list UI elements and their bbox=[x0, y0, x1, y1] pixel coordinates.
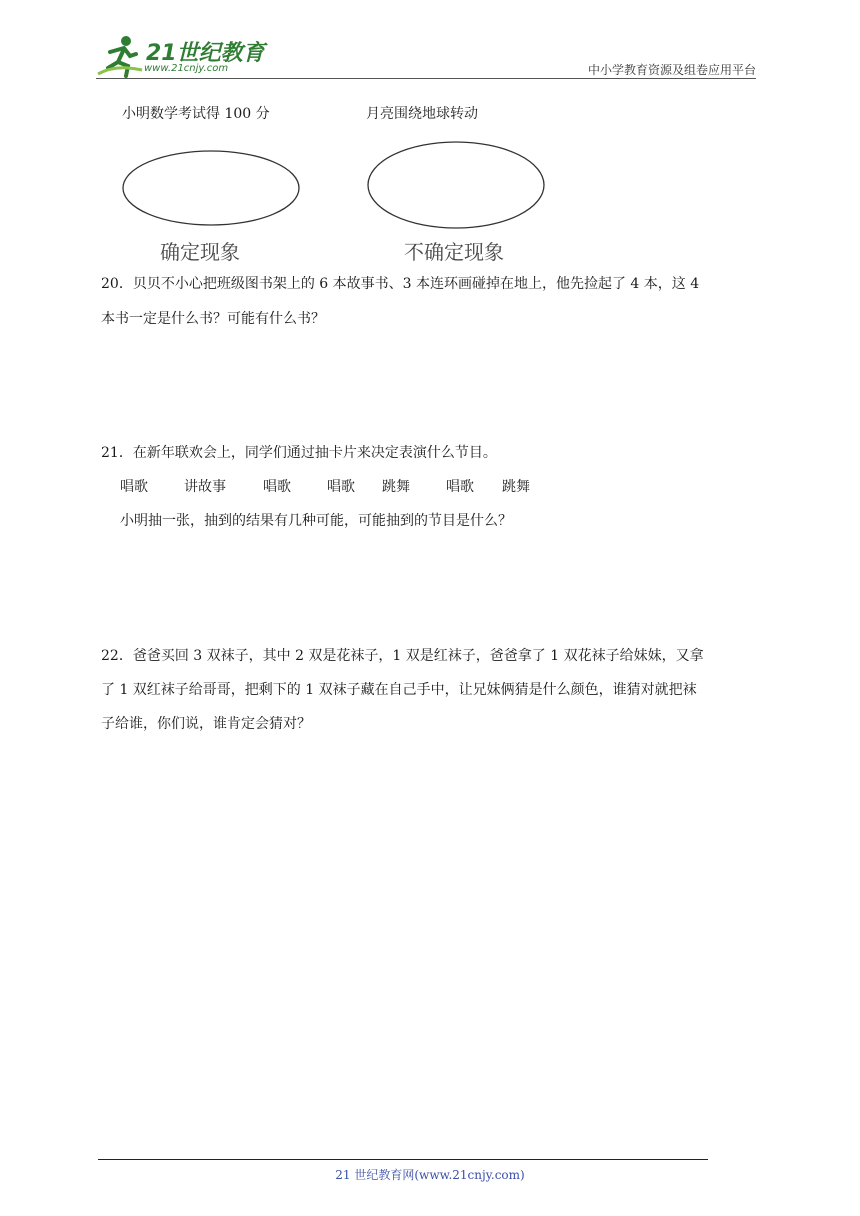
q21-card: 唱歌 bbox=[327, 479, 355, 495]
oval-certain bbox=[118, 148, 304, 234]
q22-line-2: 了 1 双红袜子给哥哥，把剩下的 1 双袜子藏在自己手中，让兄妹俩猜是什么颜色，谁猜对就把袜 bbox=[101, 682, 697, 698]
q21-card: 唱歌 bbox=[263, 479, 291, 495]
footer-divider bbox=[98, 1159, 708, 1160]
oval-uncertain bbox=[364, 140, 550, 234]
q20-line-2: 本书一定是什么书？可能有什么书？ bbox=[101, 311, 325, 327]
footer-text: 21 世纪教育网(www.21cnjy.com) bbox=[335, 1168, 525, 1182]
q21-card: 唱歌 bbox=[120, 479, 148, 495]
runner-logo-icon bbox=[96, 34, 144, 80]
q21-card: 跳舞 bbox=[502, 479, 530, 495]
site-logo bbox=[96, 34, 266, 80]
q19-item-right: 月亮围绕地球转动 bbox=[366, 106, 478, 122]
caption-uncertain: 不确定现象 bbox=[404, 240, 504, 264]
q20-line-1: 20．贝贝不小心把班级图书架上的 6 本故事书、3 本连环画碰掉在地上，他先捡起了 4 本，这 4 bbox=[101, 276, 700, 292]
q21-card: 跳舞 bbox=[382, 479, 410, 495]
q22-line-1: 22．爸爸买回 3 双袜子，其中 2 双是花袜子，1 双是红袜子，爸爸拿了 1 双花袜子给妹妹，又拿 bbox=[101, 648, 704, 664]
q19-item-left: 小明数学考试得 100 分 bbox=[122, 106, 270, 122]
q22-line-3: 子给谁，你们说，谁肯定会猜对？ bbox=[101, 716, 311, 732]
logo-url: www.21cnjy.com bbox=[144, 63, 229, 74]
q21-card: 唱歌 bbox=[446, 479, 474, 495]
logo-wordmark: 21世纪教育 bbox=[146, 41, 265, 66]
q21-line-1: 21．在新年联欢会上，同学们通过抽卡片来决定表演什么节目。 bbox=[101, 445, 497, 461]
caption-certain: 确定现象 bbox=[160, 240, 240, 264]
header-divider bbox=[96, 78, 756, 79]
header-platform-text: 中小学教育资源及组卷应用平台 bbox=[587, 63, 756, 77]
q21-card: 讲故事 bbox=[184, 479, 226, 495]
q21-question: 小明抽一张，抽到的结果有几种可能，可能抽到的节目是什么？ bbox=[120, 513, 512, 529]
